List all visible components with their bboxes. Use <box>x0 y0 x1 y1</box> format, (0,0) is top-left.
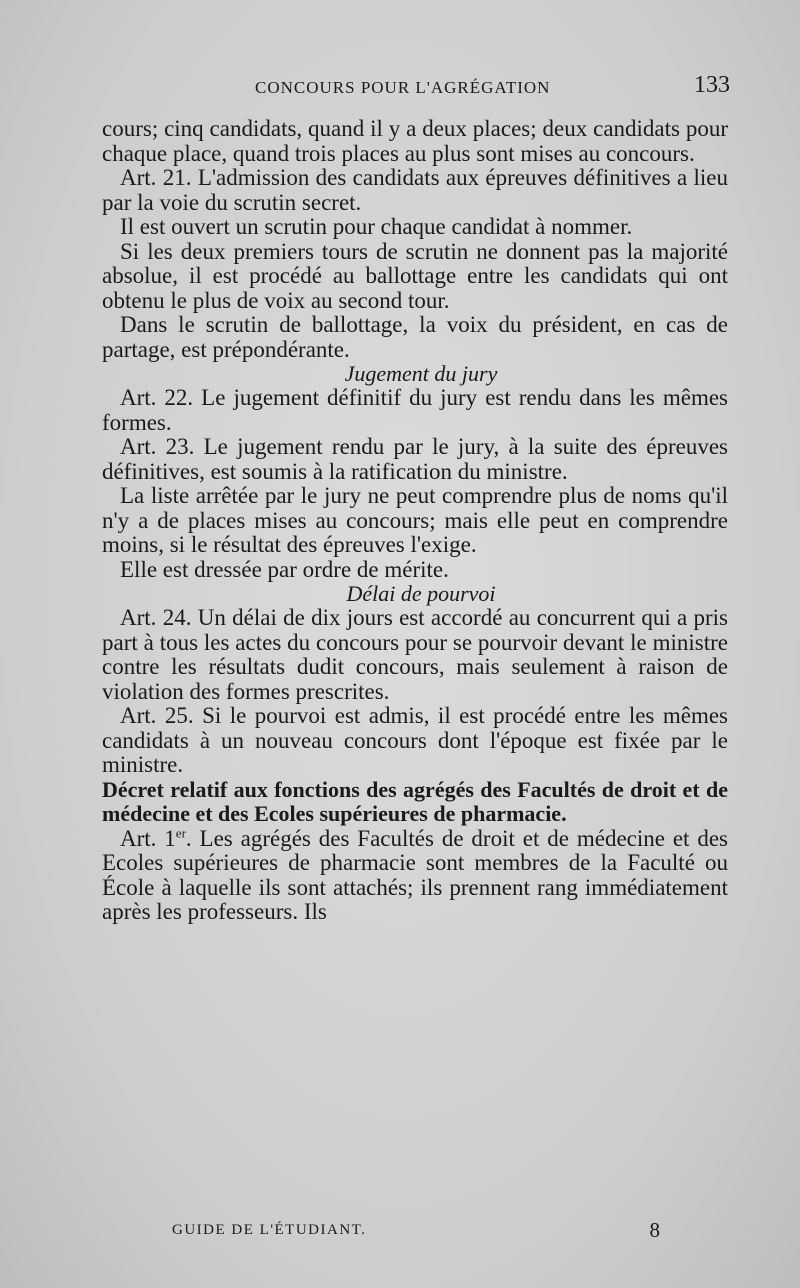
article-text: . Les agrégés des Facultés de droit et de médecine et des Ecoles supérieures de pharmacie sont membres de la Faculté ou École à laquelle ils sont attachés; ils prennent rang immédiatement après les professeurs. Ils <box>102 825 728 924</box>
page-number: 133 <box>694 72 730 98</box>
section-heading-jury: Jugement du jury <box>344 361 498 386</box>
ordinal-superscript: er <box>175 824 186 840</box>
page-footer <box>172 1218 660 1244</box>
body-text <box>102 117 728 925</box>
paragraph: La liste arrêtée par le jury ne peut comprendre plus de noms qu'il n'y a de places mises au concours; mais elle peut en comprendre moins, si le résultat des épreuves l'exige. <box>102 483 728 557</box>
paragraph: Dans le scrutin de ballottage, la voix du président, en cas de partage, est prépondérante. <box>102 312 728 362</box>
running-title: CONCOURS POUR L'AGRÉGATION <box>255 78 551 97</box>
paragraph: Elle est dressée par ordre de mérite. <box>120 556 449 582</box>
paragraph: Il est ouvert un scrutin pour chaque candidat à nommer. <box>120 214 633 239</box>
section-heading-pourvoi: Délai de pourvoi <box>346 581 496 606</box>
paragraph: cours; cinq candidats, quand il y a deux places; deux candidats pour chaque place, quand trois places au plus sont mises au concours. <box>102 116 728 166</box>
paragraph-art-23: Art. 23. Le jugement rendu par le jury, à la suite des épreuves définitives, est soumis à la ratification du ministre. <box>102 434 728 484</box>
paragraph-art-1 <box>102 824 728 925</box>
paragraph-art-22: Art. 22. Le jugement définitif du jury est rendu dans les mêmes formes. <box>102 385 728 435</box>
footer-title: GUIDE DE L'ÉTUDIANT. <box>172 1222 367 1238</box>
paragraph-art-24: Art. 24. Un délai de dix jours est accordé au concurrent qui a pris part à tous les actes du concours pour se pourvoir devant le ministre contre les résultats dudit concours, mais seulement à raison de violation des formes prescrites. <box>102 605 728 704</box>
paragraph: Si les deux premiers tours de scrutin ne donnent pas la majorité absolue, il est procédé au ballottage entre les candidats qui ont obtenu le plus de voix au second tour. <box>102 238 728 313</box>
running-head <box>100 72 730 102</box>
decree-title: Décret relatif aux fonctions des agrégés des Facultés de droit et de médecine et des Ecoles supérieures de pharmacie. <box>102 776 728 826</box>
article-prefix: Art. 1 <box>120 825 176 851</box>
paragraph-art-25: Art. 25. Si le pourvoi est admis, il est procédé entre les mêmes candidats à un nouveau concours dont l'époque est fixée par le ministre. <box>102 703 728 777</box>
signature-mark: 8 <box>649 1218 660 1242</box>
paragraph-art-21: Art. 21. L'admission des candidats aux épreuves définitives a lieu par la voie du scrutin secret. <box>102 165 728 215</box>
